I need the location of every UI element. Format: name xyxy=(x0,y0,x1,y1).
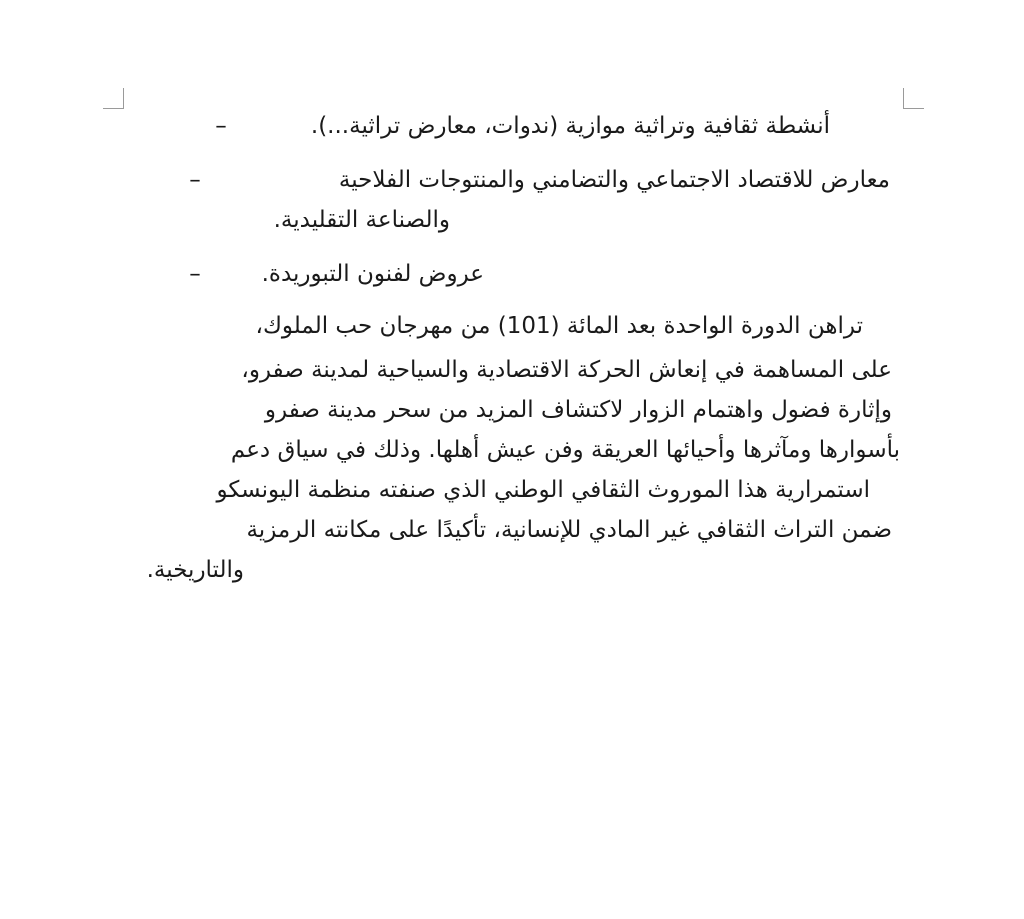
bullet-text-line: معارض للاقتصاد الاجتماعي والتضامني والمنتوجات الفلاحية xyxy=(338,167,890,193)
bullet-dash: – xyxy=(215,113,227,139)
top-right-corner-mark xyxy=(903,88,924,109)
paragraph-line: تراهن الدورة الواحدة بعد المائة (101) من مهرجان حب الملوك، xyxy=(255,313,863,339)
bullet-text-line: أنشطة ثقافية وتراثية موازية (ندوات، معارض تراثية...). xyxy=(310,113,830,139)
bullet-dash: – xyxy=(189,261,201,287)
bullet-dash: – xyxy=(189,167,201,193)
paragraph-line: وإثارة فضول واهتمام الزوار لاكتشاف المزيد من سحر مدينة صفرو xyxy=(264,397,892,423)
bullet-text-line: عروض لفنون التبوريدة. xyxy=(261,261,484,287)
paragraph-line: على المساهمة في إنعاش الحركة الاقتصادية والسياحية لمدينة صفرو، xyxy=(241,357,892,383)
bullet-text-line: والصناعة التقليدية. xyxy=(273,207,450,233)
paragraph-line: استمرارية هذا الموروث الثقافي الوطني الذي صنفته منظمة اليونسكو xyxy=(216,477,870,503)
top-left-corner-mark xyxy=(103,88,124,109)
paragraph-line: والتاريخية. xyxy=(146,557,244,583)
paragraph-line: بأسوارها ومآثرها وأحيائها العريقة وفن عيش أهلها. وذلك في سياق دعم xyxy=(230,437,900,463)
paragraph-line: ضمن التراث الثقافي غير المادي للإنسانية، تأكيدًا على مكانته الرمزية xyxy=(246,517,892,543)
